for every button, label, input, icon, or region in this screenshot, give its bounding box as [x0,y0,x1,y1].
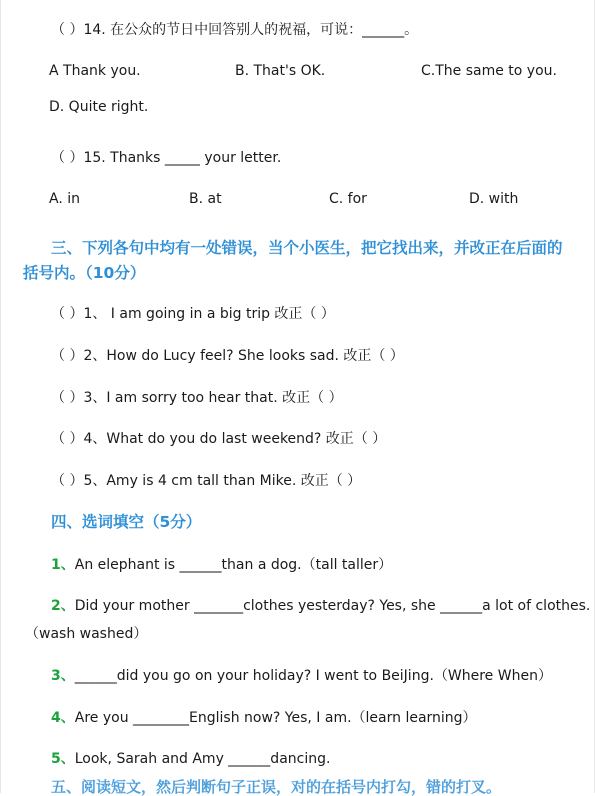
q15-option-b: B. at [189,191,222,207]
section4-item-2 [51,597,590,615]
section4-item-3 [51,667,552,685]
q14-option-a: A Thank you. [49,63,141,79]
item-number: 3、 [51,668,75,684]
section3-heading-line1: 三、下列各句中均有一处错误，当个小医生，把它找出来，并改正在后面的 [51,239,563,257]
item-text: An elephant is ______than a dog.（tall taller） [74,557,393,573]
item-number: 4、 [51,710,75,726]
section4-item-2-continuation: （wash washed） [25,626,148,642]
q15-option-a: A. in [49,191,80,207]
section5-heading-text: 五、阅读短文，然后判断句子正误，对的在括号内打勾，错的打叉。 [51,778,502,796]
section3-item-2: （ ）2、How do Lucy feel? She looks sad. 改正（ ） [51,348,404,364]
section4-item-4 [51,709,477,727]
item-text: Did your mother _______clothes yesterday? Yes, she ______a lot of clothes. [74,598,591,614]
item-text: ______did you go on your holiday? I went to BeiJing.（Where When） [74,668,552,684]
section3-item-1: （ ）1、 I am going in a big trip 改正（ ） [51,306,335,322]
section3-item-3: （ ）3、I am sorry too hear that. 改正（ ） [51,390,343,406]
q15-option-d: D. with [469,191,519,207]
item-text: Are you ________English now? Yes, I am.（learn learning） [74,710,477,726]
item-number: 5、 [51,751,75,767]
section3-item-5: （ ）5、Amy is 4 cm tall than Mike. 改正（ ） [51,473,362,489]
q14-stem: （ ）14. 在公众的节日中回答别人的祝福，可说：______。 [51,22,419,38]
section3-item-4: （ ）4、What do you do last weekend? 改正（ ） [51,431,387,447]
q14-option-b: B. That's OK. [235,63,326,79]
section4-heading: 四、选词填空（5分） [51,513,202,531]
section4-item-1 [51,556,392,574]
section5-heading-partial [51,778,571,796]
item-text: Look, Sarah and Amy ______dancing. [74,751,331,767]
section3-heading-line2: 括号内。（10分） [23,264,146,282]
q14-option-c: C.The same to you. [421,63,557,79]
q15-stem: （ ）15. Thanks _____ your letter. [51,150,282,166]
item-number: 1、 [51,557,75,573]
section4-item-5 [51,750,330,768]
item-number: 2、 [51,598,75,614]
q15-option-c: C. for [329,191,367,207]
q14-option-d: D. Quite right. [49,99,149,115]
